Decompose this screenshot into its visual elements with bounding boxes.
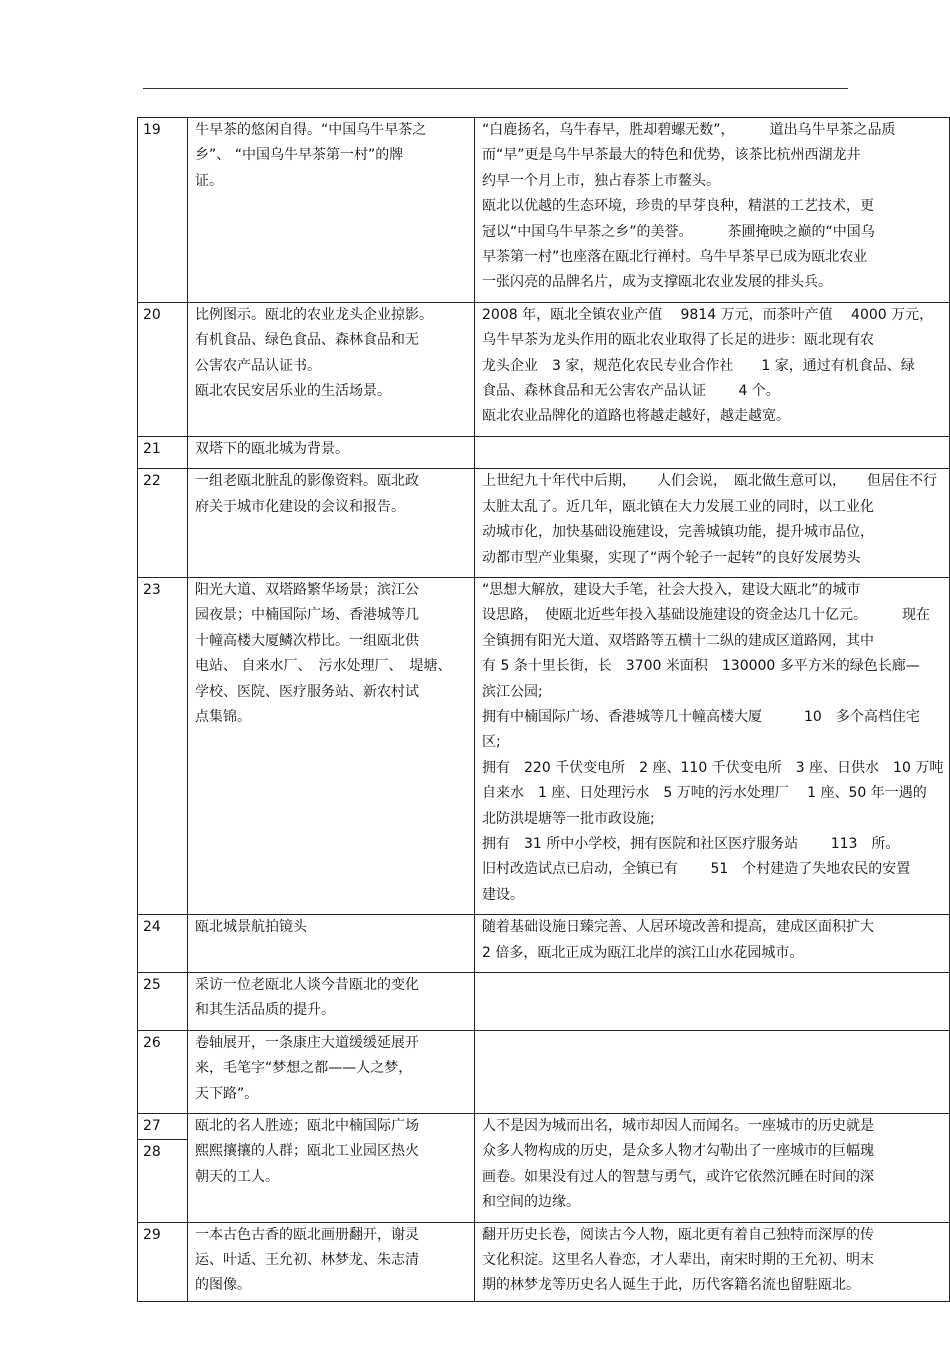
- shot-number-cell: [138, 1222, 188, 1301]
- narration-text-line: 区;: [482, 734, 501, 751]
- narration-text-line: 建设。: [482, 886, 524, 903]
- narration-text-line: 瓯北农业品牌化的道路也将越走越好，越走越宽。: [482, 408, 790, 425]
- narration-cell: [475, 915, 950, 973]
- visual-description-cell: [188, 469, 475, 578]
- visual-text-line: 天下路”。: [195, 1085, 259, 1102]
- shot-number-cell: [138, 302, 188, 436]
- shot-number: 19: [143, 122, 161, 138]
- table-body: [138, 118, 950, 1302]
- narration-text-line: 2 倍多，瓯北正成为瓯江北岸的滨江山水花园城市。: [482, 944, 804, 961]
- table-row: [138, 973, 950, 1031]
- narration-cell: [475, 973, 950, 1031]
- narration-text-line: 瓯北以优越的生态环境，珍贵的早芽良种，精湛的工艺技术，更: [482, 198, 874, 215]
- shot-number: 23: [143, 581, 161, 598]
- narration-text-line: 而“早”更是乌牛早茶最大的特色和优势，该茶比杭州西湖龙井: [482, 147, 861, 164]
- visual-text-line: 熙熙攘攘的人群；瓯北工业园区热火: [195, 1143, 419, 1160]
- narration-text-line: 期的林梦龙等历史名人诞生于此，历代客籍名流也留駐瓯北。: [482, 1277, 860, 1294]
- shot-number: 21: [143, 440, 161, 457]
- shot-number-cell: [138, 577, 188, 914]
- narration-text-line: 众多人物构成的历史，是众多人物才勾勒出了一座城市的巨幅瑰: [482, 1143, 874, 1160]
- shot-number: 29: [143, 1226, 161, 1243]
- visual-text-line: 乡”、 “中国乌牛早茶第一村”的牌: [195, 147, 404, 164]
- narration-text-line: 翻开历史长卷，阅读古今人物，瓯北更有着自己独特而深厚的传: [482, 1226, 874, 1243]
- narration-cell: [475, 1114, 950, 1223]
- table-row: [138, 577, 950, 914]
- narration-text-line: 2008 年，瓯北全镇农业产值 9814 万元，而茶叶产值 4000 万元，: [482, 306, 934, 323]
- visual-text-line: 一本古色古香的瓯北画册翻开，谢灵: [195, 1226, 419, 1243]
- narration-text-line: “思想大解放，建设大手笔，社会大投入，建设大瓯北”的城市: [482, 581, 861, 598]
- narration-text-line: 动都市型产业集聚，实现了“两个轮子一起转”的良好发展势头: [482, 549, 861, 566]
- visual-text-line: 有机食品、绿色食品、森林食品和无: [195, 332, 419, 349]
- visual-description-cell: [188, 118, 475, 303]
- visual-text-line: 瓯北的名人胜迹；瓯北中楠国际广场: [195, 1118, 419, 1135]
- table-row: [138, 118, 950, 303]
- narration-cell: [475, 1030, 950, 1113]
- visual-description-cell: [188, 577, 475, 914]
- visual-text-line: 的图像。: [195, 1277, 251, 1294]
- visual-text-line: 学校、医院、医疗服务站、新农村试: [195, 683, 419, 700]
- visual-text-line: 十幢高楼大厦鳞次栉比。一组瓯北供: [195, 632, 419, 649]
- narration-text-line: 文化积淀。这里名人眷恋，才人辈出，南宋时期的王允初、明末: [482, 1252, 874, 1269]
- narration-cell: [475, 118, 950, 303]
- shot-number: 22: [143, 473, 161, 490]
- visual-text-line: 朝天的工人。: [195, 1168, 279, 1185]
- visual-text-line: 采访一位老瓯北人谈今昔瓯北的变化: [195, 977, 419, 993]
- narration-text-line: 太脏太乱了。近几年，瓯北镇在大力发展工业的同时，以工业化: [482, 498, 874, 515]
- shot-number-cell: [138, 469, 188, 578]
- shot-number: 24: [143, 919, 161, 936]
- shot-number-cell: [138, 1030, 188, 1113]
- visual-text-line: 证。: [195, 172, 223, 189]
- table-row: [138, 302, 950, 436]
- narration-text-line: “白鹿扬名，乌牛春早，胜却碧螺无数”， 道出乌牛早茶之品质: [482, 122, 896, 138]
- shot-number-cell: [138, 973, 188, 1031]
- shot-number-cell: [138, 118, 188, 303]
- visual-text-line: 公害农产品认证书。: [195, 357, 321, 374]
- visual-text-line: 阳光大道、双塔路繁华场景；滨江公: [195, 581, 419, 598]
- shot-number-cell: [138, 436, 188, 468]
- narration-text-line: 龙头企业 3 家，规范化农民专业合作社 1 家，通过有机食品、绿: [482, 357, 915, 374]
- narration-text-line: 早茶第一村”也座落在瓯北行禅村。乌牛早茶早已成为瓯北农业: [482, 249, 868, 266]
- table-row: [138, 1222, 950, 1301]
- table-row: [138, 436, 950, 468]
- narration-text-line: 随着基础设施日臻完善、人居环境改善和提高，建成区面积扩大: [482, 919, 874, 936]
- shot-number: 25: [143, 977, 161, 993]
- table-row: [138, 1114, 950, 1223]
- visual-text-line: 园夜景；中楠国际广场、香港城等几: [195, 607, 419, 624]
- narration-text-line: 北防洪堤塘等一批市政设施;: [482, 810, 655, 827]
- visual-text-line: 瓯北城景航拍镜头: [195, 919, 307, 936]
- narration-text-line: 一张闪亮的品牌名片，成为支撑瓯北农业发展的排头兵。: [482, 274, 832, 291]
- header-rule: [143, 88, 848, 89]
- narration-text-line: 设思路， 使瓯北近些年投入基础设施建设的资金达几十亿元。 现在: [482, 607, 930, 624]
- visual-text-line: 点集锦。: [195, 708, 251, 725]
- visual-text-line: 瓯北农民安居乐业的生活场景。: [195, 383, 391, 400]
- table-row: [138, 469, 950, 578]
- table-row: [138, 915, 950, 973]
- visual-text-line: 双塔下的瓯北城为背景。: [195, 440, 349, 457]
- shot-number-cell: [138, 1114, 188, 1223]
- visual-description-cell: [188, 973, 475, 1031]
- visual-text-line: 牛早茶的悠闲自得。“中国乌牛早茶之: [195, 122, 427, 138]
- narration-text-line: 冠以“中国乌牛早茶之乡”的美誉。 茶圃掩映之巅的“中国乌: [482, 223, 875, 240]
- visual-text-line: 一组老瓯北脏乱的影像资料。瓯北政: [195, 473, 419, 490]
- narration-text-line: 和空间的边缘。: [482, 1194, 580, 1211]
- visual-text-line: 运、叶适、王允初、林梦龙、朱志清: [195, 1252, 419, 1269]
- shot-number: 20: [143, 306, 161, 323]
- shot-number: 26: [143, 1034, 161, 1051]
- shot-number: 28: [143, 1144, 161, 1161]
- narration-text-line: 旧村改造试点已启动，全镇已有 51 个村建造了失地农民的安置: [482, 861, 911, 878]
- visual-text-line: 来，毛笔字“梦想之都——人之梦，: [195, 1060, 413, 1077]
- visual-text-line: 电站、 自来水厂、 污水处理厂、 堤塘、: [195, 658, 452, 675]
- visual-description-cell: [188, 1222, 475, 1301]
- visual-text-line: 和其生活品质的提升。: [195, 1002, 335, 1019]
- visual-description-cell: [188, 302, 475, 436]
- visual-text-line: 比例图示。瓯北的农业龙头企业掠影。: [195, 306, 433, 323]
- narration-cell: [475, 302, 950, 436]
- narration-cell: [475, 436, 950, 468]
- narration-text-line: 全镇拥有阳光大道、双塔路等五横十二纵的建成区道路网，其中: [482, 632, 874, 649]
- visual-description-cell: [188, 915, 475, 973]
- narration-cell: [475, 1222, 950, 1301]
- narration-text-line: 乌牛早茶为龙头作用的瓯北农业取得了长足的进步：瓯北现有农: [482, 332, 874, 349]
- shot-number: 27: [143, 1118, 161, 1135]
- table-row: [138, 1030, 950, 1113]
- narration-cell: [475, 469, 950, 578]
- narration-text-line: 滨江公园;: [482, 683, 543, 700]
- visual-description-cell: [188, 1030, 475, 1113]
- script-table: [137, 117, 950, 1302]
- visual-description-cell: [188, 1114, 475, 1223]
- narration-text-line: 画卷。如果没有过人的智慧与勇气，或许它依然沉睡在时间的深: [482, 1168, 874, 1185]
- narration-text-line: 拥有 220 千伏变电所 2 座、110 千伏变电所 3 座、日供水 10 万吨: [482, 759, 944, 776]
- visual-description-cell: [188, 436, 475, 468]
- narration-text-line: 自来水 1 座、日处理污水 5 万吨的污水处理厂 1 座、50 年一遇的: [482, 785, 927, 802]
- narration-text-line: 上世纪九十年代中后期， 人们会说， 瓯北做生意可以， 但居住不行: [482, 473, 937, 490]
- narration-text-line: 食品、森林食品和无公害农产品认证 4 个。: [482, 383, 780, 400]
- visual-text-line: 府关于城市化建设的会议和报告。: [195, 498, 405, 515]
- narration-text-line: 拥有 31 所中小学校，拥有医院和社区医疗服务站 113 所。: [482, 835, 900, 852]
- narration-text-line: 人不是因为城而出名，城市却因人而闻名。一座城市的历史就是: [482, 1118, 874, 1135]
- visual-text-line: 卷轴展开，一条康庄大道缓缓延展开: [195, 1034, 419, 1051]
- narration-cell: [475, 577, 950, 914]
- narration-text-line: 约早一个月上市，独占春茶上市鳌头。: [482, 172, 720, 189]
- shot-number-cell: [138, 915, 188, 973]
- narration-text-line: 拥有中楠国际广场、香港城等几十幢高楼大厦 10 多个高档住宅: [482, 708, 920, 725]
- narration-text-line: 有 5 条十里长街，长 3700 米面积 130000 多平方米的绿色长廊—: [482, 658, 920, 675]
- narration-text-line: 动城市化，加快基础设施建设，完善城镇功能，提升城市品位，: [482, 524, 874, 541]
